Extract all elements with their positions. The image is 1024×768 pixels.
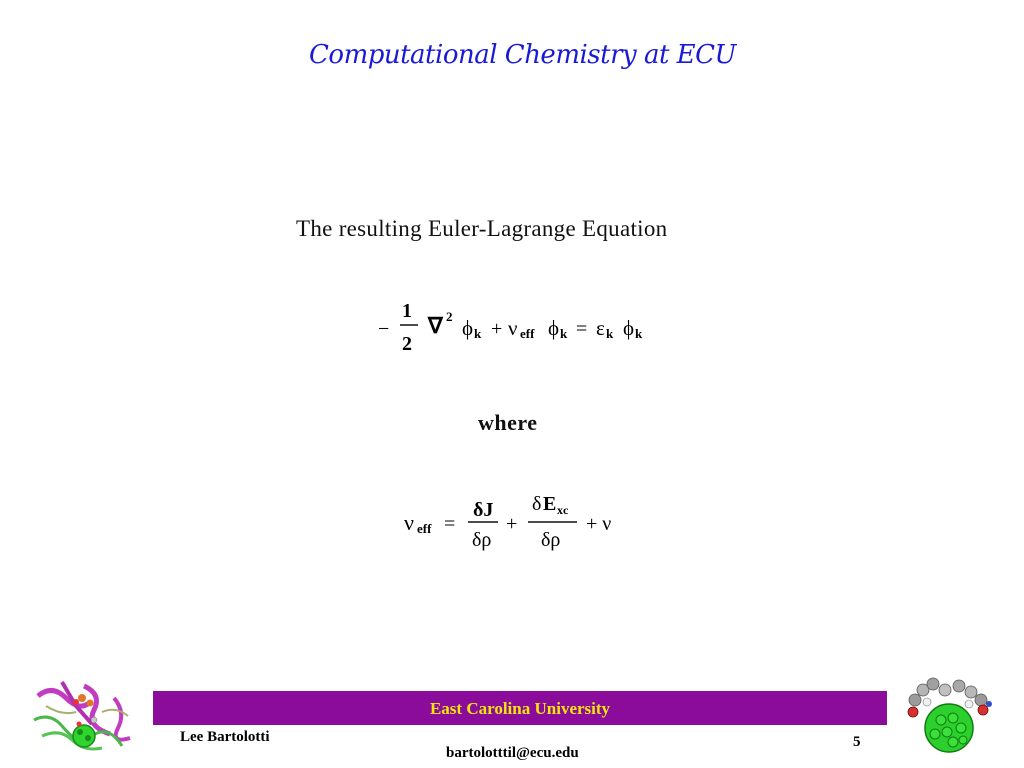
university-name: East Carolina University <box>429 699 611 718</box>
subheading: The resulting Euler-Lagrange Equation <box>296 216 668 241</box>
page-number: 5 <box>853 734 861 750</box>
eq1-phi-3: ϕ <box>623 316 635 340</box>
eq1-minus: − <box>378 318 390 340</box>
where-label: where <box>478 410 538 435</box>
eq1-fraction-denominator: 2 <box>402 333 412 355</box>
eq2-nu-sub: eff <box>417 521 432 536</box>
eq2-nu: ν <box>404 510 414 535</box>
eq1-nabla: ∇ <box>428 313 443 338</box>
eq2-tail: + ν <box>586 513 612 535</box>
eq2-frac2-E: E <box>543 493 557 515</box>
eq1-fraction-numerator: 1 <box>402 300 412 322</box>
effective-potential-equation <box>400 488 640 558</box>
eq1-phi-2-sub: k <box>560 326 568 341</box>
eq1-phi-1-sub: k <box>474 326 482 341</box>
eq2-frac1-denominator: δρ <box>472 529 492 551</box>
protein-ribbon-image <box>32 676 136 756</box>
footer-bar <box>153 691 887 725</box>
eq2-frac1-numerator: δJ <box>473 499 494 521</box>
slide-title: Computational Chemistry at ECU <box>309 40 736 70</box>
kohn-sham-equation <box>378 298 678 358</box>
eq1-nu: ν <box>508 316 518 340</box>
eq2-frac2-denominator: δρ <box>541 529 561 551</box>
eq2-equals: = <box>444 513 456 535</box>
eq1-nabla-power: 2 <box>446 309 453 324</box>
eq2-plus: + <box>506 513 518 535</box>
eq1-equals: = <box>576 318 588 340</box>
author-name: Lee Bartolotti <box>180 729 270 745</box>
author-email: bartolotttil@ecu.edu <box>446 745 579 761</box>
eq1-phi-2: ϕ <box>548 316 560 340</box>
eq1-phi-1: ϕ <box>462 316 474 340</box>
eq2-frac2-delta: δ <box>532 493 542 515</box>
eq1-epsilon-sub: k <box>606 326 614 341</box>
eq1-plus: + <box>491 318 503 340</box>
eq2-frac2-sub: xc <box>557 503 569 517</box>
eq1-phi-3-sub: k <box>635 326 643 341</box>
eq1-nu-sub: eff <box>520 326 535 341</box>
eq1-epsilon: ε <box>596 316 605 340</box>
fullerene-molecule-image <box>903 674 995 754</box>
